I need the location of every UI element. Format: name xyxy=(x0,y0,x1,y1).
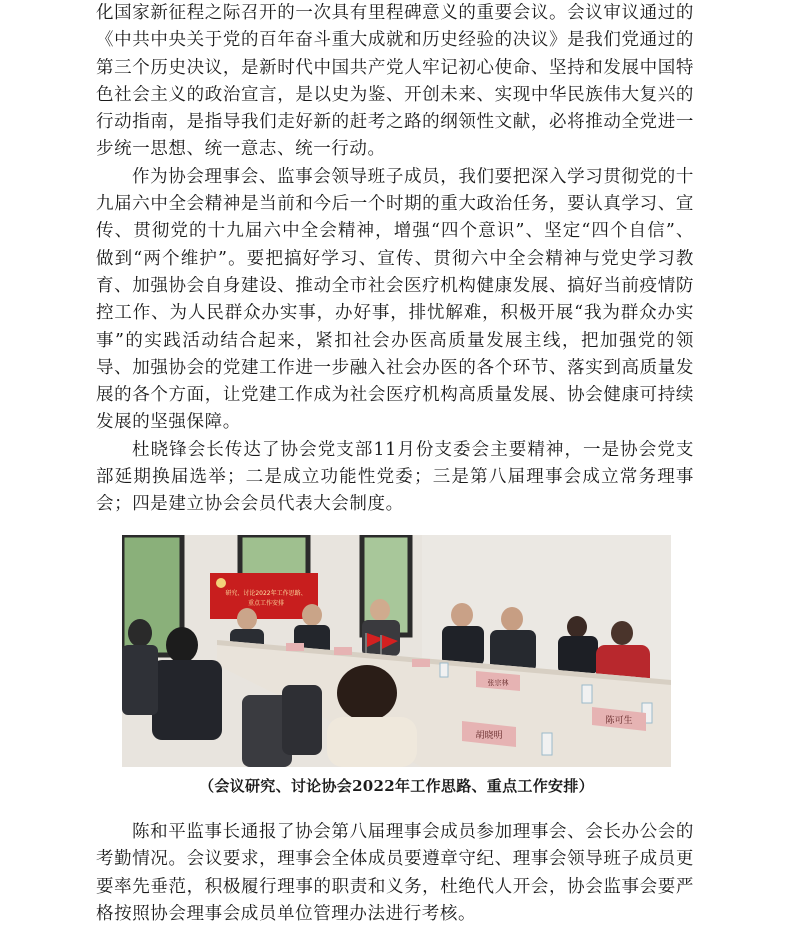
svg-text:胡晓明: 胡晓明 xyxy=(475,731,503,741)
paragraph-party-branch-report: 杜晓锋会长传达了协会党支部11月份支委会主要精神，一是协会党支部延期换届选举；二是成立功能性党委；三是第八届理事会成立常务理事会；四是建立协会会员代表大会制度。 xyxy=(96,439,694,515)
meeting-photo-illustration xyxy=(122,535,671,767)
article-body-bottom xyxy=(96,819,694,928)
attendee xyxy=(442,626,484,666)
meeting-photo xyxy=(122,535,671,767)
article-body-top xyxy=(96,0,694,519)
screen-emblem xyxy=(216,578,226,588)
foreground-attendee xyxy=(122,645,158,715)
svg-text:陈可生: 陈可生 xyxy=(605,716,633,726)
paragraph-leadership-tasks: 作为协会理事会、监事会领导班子成员，我们要把深入学习贯彻党的十九届六中全会精神是当前和今后一个时期的重大政治任务，要认真学习、宣传、贯彻党的十九届六中全会精神，增强“四个意识”、坚定“四个自信”、做到“两个维护”。要把搞好学习、宣传、贯彻六中全会精神与党史学习教育、加强协会自身建设、推动全市社会医疗机构健康发展、搞好当前疫情防控工作、为人民群众办实事，办好事，排忧解难，积极开展“我为群众办实事”的实践活动结合起来，紧扣社会办医高质量发展主线，把加强党的领导、加强协会的党建工作进一步融入社会办医的各个环节、落实到高质量发展的各个方面，让党建工作成为社会医疗机构高质量发展、协会健康可持续发展的坚强保障。 xyxy=(96,166,694,433)
screen-text-line-2: 重点工作安排 xyxy=(247,600,285,607)
screen-text-line-1: 研究、讨论2022年工作思路、 xyxy=(225,590,307,597)
svg-text:张宗林: 张宗林 xyxy=(487,679,509,687)
photo-caption: （会议研究、讨论协会2022年工作思路、重点工作安排） xyxy=(199,777,594,795)
foreground-attendee xyxy=(327,717,417,767)
attendee xyxy=(558,636,598,674)
foreground-attendee xyxy=(152,660,222,740)
paragraph-resolution-significance: 化国家新征程之际召开的一次具有里程碑意义的重要会议。会议审议通过的《中共中央关于党的百年奋斗重大成就和历史经验的决议》是我们党通过的第三个历史决议，是新时代中国共产党人牢记初心使命、坚持和发展中国特色社会主义的政治宣言，是以史为鉴、开创未来、实现中华民族伟大复兴的行动指南，是指导我们走好新的赶考之路的纲领性文献，必将推动全党进一步统一思想、统一意志、统一行动。 xyxy=(96,3,694,160)
paragraph-attendance-report: 陈和平监事长通报了协会第八届理事会成员参加理事会、会长办公会的考勤情况。会议要求，理事会全体成员要遵章守纪、理事会领导班子成员更要率先垂范，积极履行理事的职责和义务，杜绝代人开会，协会监事会要严格按照协会理事会成员单位管理办法进行考核。 xyxy=(96,822,694,924)
